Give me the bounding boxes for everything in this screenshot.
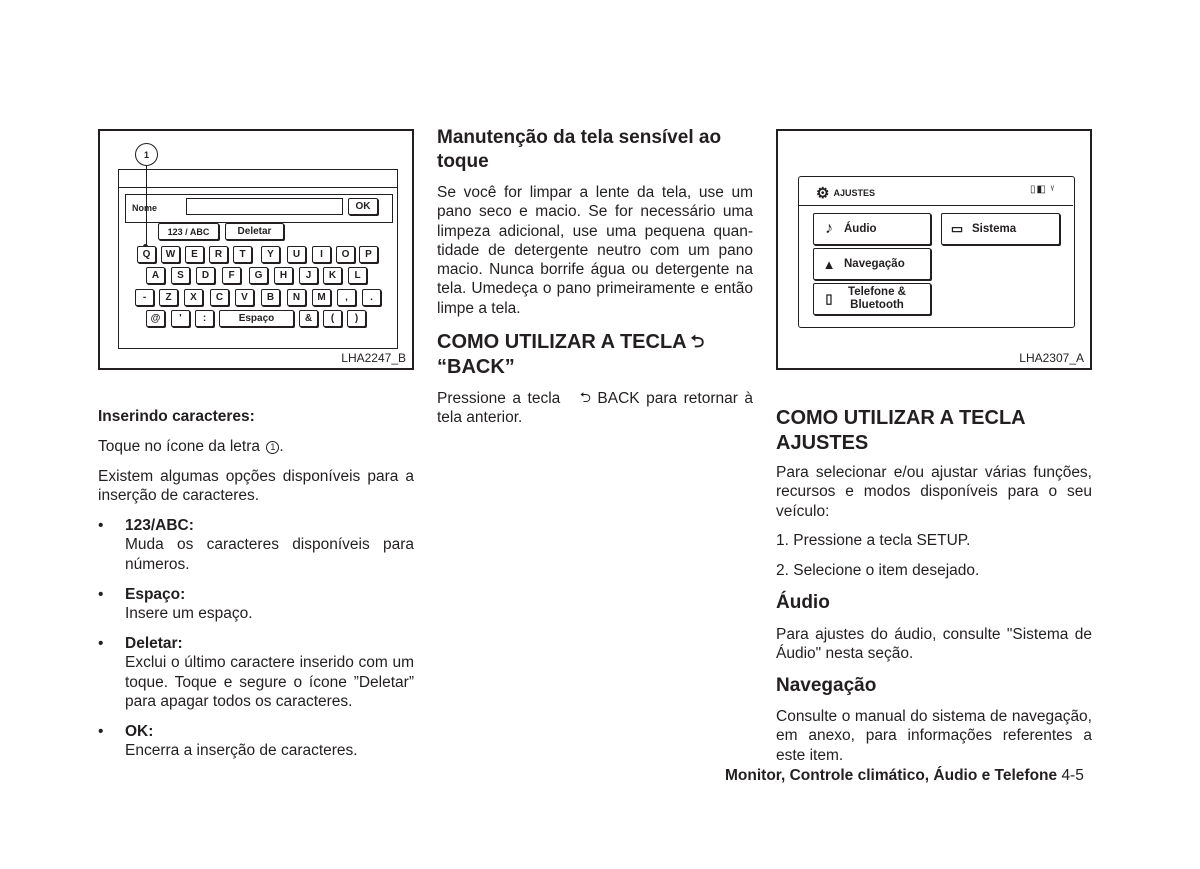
settings-title: ⚙ AJUSTES (816, 185, 875, 202)
key[interactable]: B (261, 289, 280, 306)
step-item: 2. Selecione o item desejado. (776, 562, 980, 579)
key[interactable]: Q (137, 246, 156, 263)
keyboard-figure (98, 129, 414, 370)
footer-section: Monitor, Controle climático, Áudio e Telefone (725, 767, 1058, 784)
bullet-item: • Deletar: Exclui o último caractere inserido com um toque. Toque e segure o ícone ”Deletar” para apagar todos os caracteres. (98, 635, 414, 710)
section-heading: Navegação (776, 675, 877, 696)
figure-code: LHA2247_B (341, 351, 406, 365)
abc-toggle-button[interactable]: 123 / ABC (158, 223, 219, 240)
screen-header-line (119, 187, 397, 188)
key[interactable]: D (196, 267, 215, 284)
system-button[interactable]: ▭ Sistema (941, 213, 1060, 245)
key[interactable]: N (287, 289, 306, 306)
name-label: Nome (132, 203, 158, 213)
key[interactable]: Y (261, 246, 280, 263)
step-item: 1. Pressione a tecla SETUP. (776, 532, 971, 549)
key[interactable]: P (359, 246, 378, 263)
music-note-icon: ♪ (825, 220, 833, 237)
navigation-button[interactable]: ▲ Navegação (813, 248, 931, 280)
key[interactable]: K (323, 267, 342, 284)
key[interactable]: ' (171, 310, 190, 327)
bullet-item: • Espaço: Insere um espaço. (98, 585, 414, 624)
paragraph: Para selecionar e/ou ajustar várias funções, recursos e modos disponíveis para o seu veículo: (776, 464, 1092, 520)
key[interactable]: Z (159, 289, 178, 306)
bullet-title: OK: (125, 723, 154, 740)
key[interactable]: T (233, 246, 252, 263)
key[interactable]: . (362, 289, 381, 306)
bullet-title: Deletar: (125, 635, 183, 652)
bullet-title: 123/ABC: (125, 517, 194, 534)
paragraph: Consulte o manual do sistema de navegação, em anexo, para informações referentes a este item. (776, 708, 1092, 764)
status-icons: ▯◧ ᵞ (1030, 184, 1055, 195)
space-key[interactable]: Espaço (219, 310, 294, 327)
key[interactable]: G (249, 267, 268, 284)
audio-button[interactable]: ♪ Áudio (813, 213, 931, 245)
key[interactable]: S (171, 267, 190, 284)
delete-button[interactable]: Deletar (225, 223, 284, 240)
key[interactable]: L (348, 267, 367, 284)
section-heading: Inserindo caracteres: (98, 408, 255, 425)
bullet-body: Encerra a inserção de caracteres. (125, 742, 358, 760)
key[interactable]: I (312, 246, 331, 263)
paragraph: Pressione a tecla ⮌ BACK para retornar à tela anterior. (437, 389, 753, 427)
section-heading: Manutenção da tela sensível ao toque (437, 127, 722, 172)
key[interactable]: W (161, 246, 180, 263)
key[interactable]: C (210, 289, 229, 306)
key[interactable]: A (146, 267, 165, 284)
section-heading: Áudio (776, 592, 830, 613)
ok-button[interactable]: OK (348, 198, 378, 215)
section-heading: COMO UTILIZAR A TECLA AJUSTES (776, 407, 1025, 454)
phone-icon: ▯ (825, 291, 833, 306)
key[interactable]: : (195, 310, 214, 327)
settings-figure (776, 129, 1092, 370)
key[interactable]: J (299, 267, 318, 284)
page-footer (725, 767, 1084, 785)
paragraph: Para ajustes do áudio, consulte "Sistema de Áudio" nesta seção. (776, 626, 1092, 663)
gear-icon: ⚙ (816, 185, 830, 202)
bullet-title: Espaço: (125, 586, 186, 603)
page-number: 4-5 (1061, 767, 1084, 784)
back-icon: ⮌ (690, 332, 705, 351)
key[interactable]: @ (146, 310, 165, 327)
key[interactable]: R (209, 246, 228, 263)
key[interactable]: X (184, 289, 203, 306)
bullet-item: • 123/ABC: Muda os caracteres disponíveis para números. (98, 517, 414, 573)
key[interactable]: ) (347, 310, 366, 327)
key[interactable]: E (185, 246, 204, 263)
figure-code: LHA2307_A (1019, 351, 1084, 365)
paragraph: Se você for limpar a lente da tela, use um pano seco e macio. Se for necessário uma limpeza adicional, use uma pequena quan-tidade de detergente neutro com um pano macio. Nunca borrife água ou detergente na tela. Umedeça o pano primeiramente e então limpe a tela. (437, 184, 753, 317)
key[interactable]: , (337, 289, 356, 306)
header-divider (799, 205, 1073, 206)
callout-number: 1 (135, 143, 158, 166)
key[interactable]: U (287, 246, 306, 263)
navigation-arrow-icon: ▲ (822, 256, 836, 272)
bullet-body: Muda os caracteres disponíveis para números. (125, 536, 414, 573)
key[interactable]: V (235, 289, 254, 306)
key[interactable]: O (336, 246, 355, 263)
back-icon: ⮌ (579, 389, 591, 405)
key[interactable]: F (222, 267, 241, 284)
paragraph: Existem algumas opções disponíveis para a inserção de caracteres. (98, 468, 414, 505)
key[interactable]: & (299, 310, 318, 327)
section-heading: COMO UTILIZAR A TECLA ⮌ “BACK” (437, 331, 705, 378)
circled-number: 1 (266, 441, 279, 454)
key[interactable]: M (312, 289, 331, 306)
monitor-icon: ▭ (950, 221, 964, 236)
bullet-item: • OK: Encerra a inserção de caracteres. (98, 722, 414, 761)
paragraph: Toque no ícone da letra 1 . (98, 438, 284, 455)
key[interactable]: H (274, 267, 293, 284)
bullet-body: Exclui o último caractere inserido com um toque. Toque e segure o ícone ”Deletar” para apagar todos os caracteres. (125, 654, 414, 710)
key[interactable]: ( (323, 310, 342, 327)
key[interactable]: - (135, 289, 154, 306)
phone-bluetooth-button[interactable]: ▯ Telefone & Bluetooth (813, 283, 931, 315)
name-input[interactable] (186, 198, 343, 215)
bullet-body: Insere um espaço. (125, 605, 253, 623)
